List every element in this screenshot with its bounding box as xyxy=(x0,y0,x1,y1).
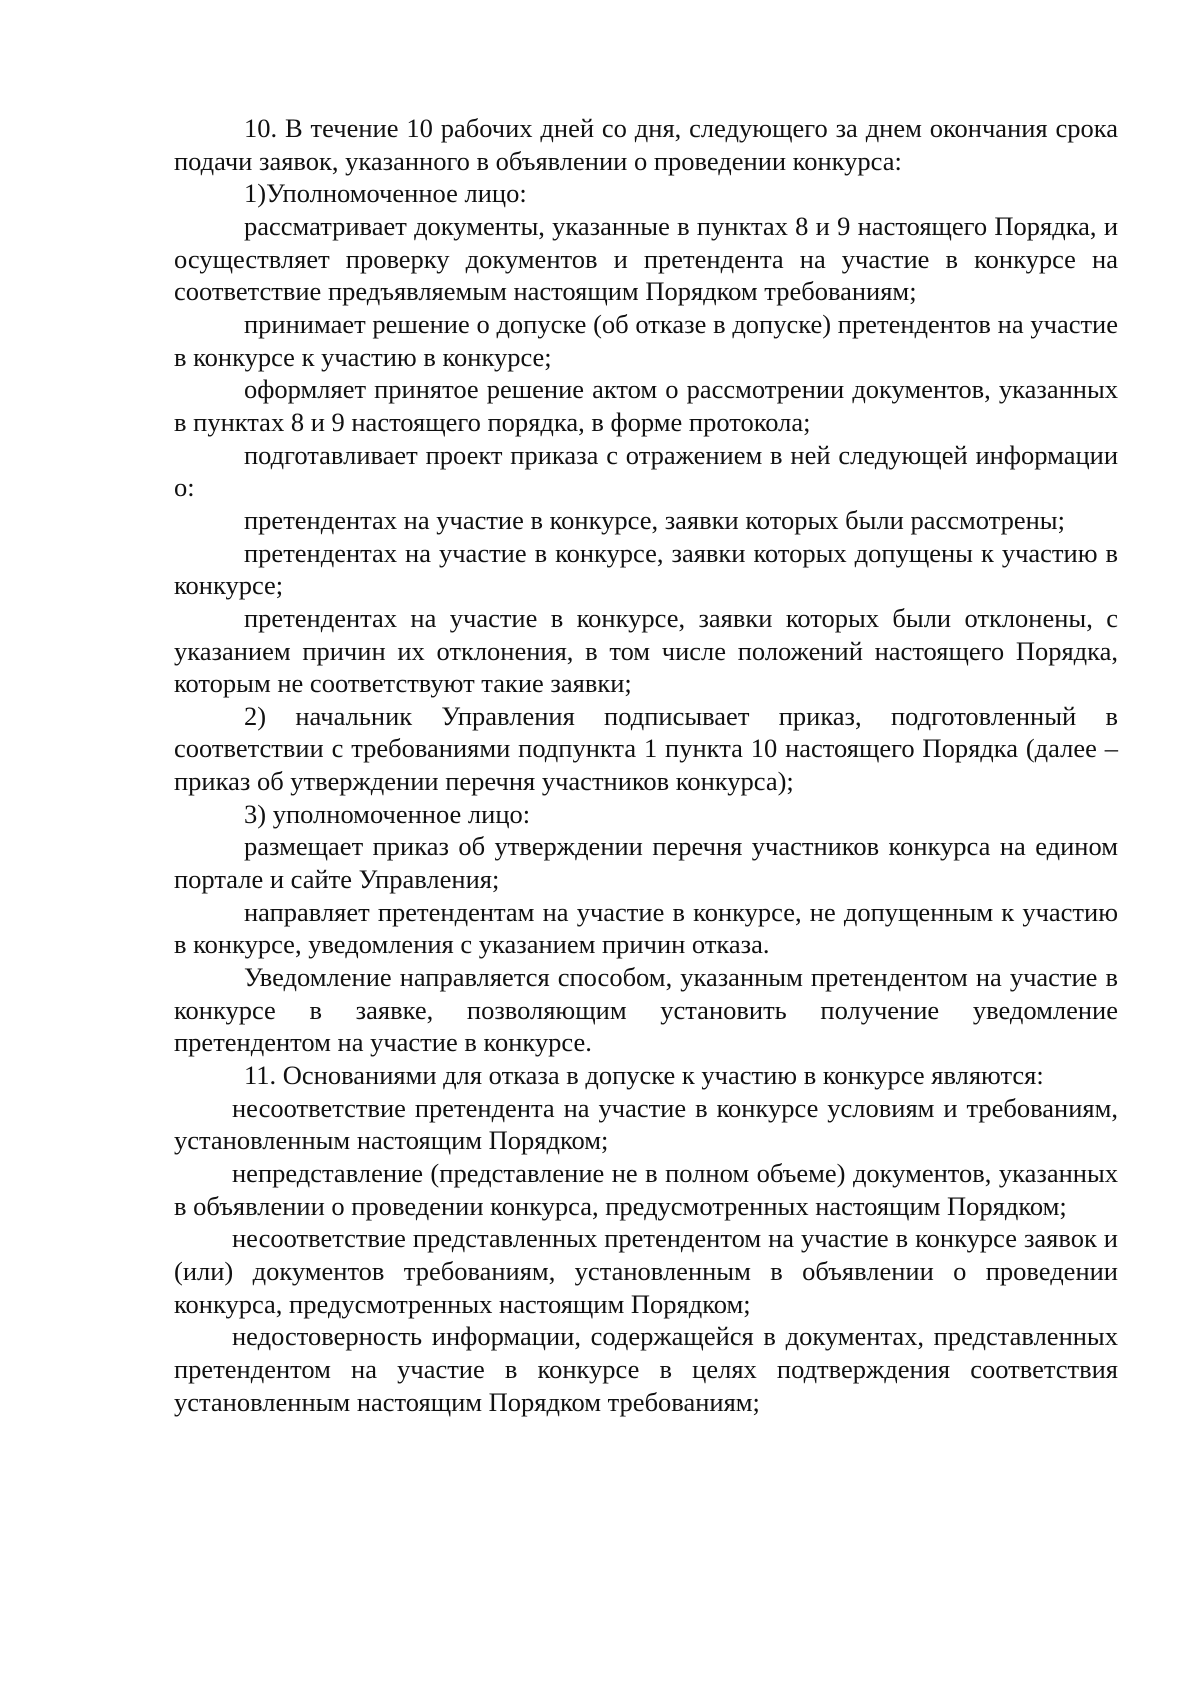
paragraph-considered-applicants: претендентах на участие в конкурсе, заявки которых были рассмотрены; xyxy=(244,504,1065,535)
ground-nonconforming-applications: несоответствие представленных претендентом на участие в конкурсе заявок и (или) документов требованиям, установленным в объявлении о проведении конкурса, предусмотренных настоящим Порядком; xyxy=(174,1223,1118,1319)
paragraph-10: 10. В течение 10 рабочих дней со дня, следующего за днем окончания срока подачи заявок, указанного в объявлении о проведении конкурса: xyxy=(174,113,1118,176)
paragraph-admitted-applicants: претендентах на участие в конкурсе, заявки которых допущены к участию в конкурсе; xyxy=(174,537,1118,601)
paragraph-publish-order: размещает приказ об утверждении перечня участников конкурса на едином портале и сайте Управления; xyxy=(174,831,1118,895)
paragraph-admission-decision: принимает решение о допуске (об отказе в допуске) претендентов на участие в конкурсе к участию в конкурсе; xyxy=(174,308,1118,372)
ground-incomplete-documents: непредставление (представление не в полном объеме) документов, указанных в объявлении о проведении конкурса, предусмотренных настоящим Порядком; xyxy=(174,1158,1118,1221)
paragraph-11: 11. Основаниями для отказа в допуске к участию в конкурсе являются: xyxy=(244,1060,1044,1091)
paragraph-send-notices: направляет претендентам на участие в конкурсе, не допущенным к участию в конкурсе, уведомления с указанием причин отказа. xyxy=(174,896,1118,960)
subitem-1-heading: 1)Уполномоченное лицо: xyxy=(244,178,527,209)
ground-inaccurate-information: недостоверность информации, содержащейся в документах, представленных претендентом на участие в конкурсе в целях подтверждения соответствия установленным настоящим Порядком требованиям; xyxy=(174,1321,1118,1417)
paragraph-notice-method: Уведомление направляется способом, указанным претендентом на участие в конкурсе в заявке, позволяющим установить получение уведомление претендентом на участие в конкурсе. xyxy=(174,962,1118,1058)
paragraph-draft-order: подготавливает проект приказа с отражением в ней следующей информации о: xyxy=(174,439,1118,503)
paragraph-review-documents: рассматривает документы, указанные в пунктах 8 и 9 настоящего Порядка, и осуществляет проверку документов и претендента на участие в конкурсе на соответствие предъявляемым настоящим Порядком требованиям; xyxy=(174,210,1118,307)
paragraph-protocol: оформляет принятое решение актом о рассмотрении документов, указанных в пунктах 8 и 9 настоящего порядка, в форме протокола; xyxy=(174,374,1118,437)
subitem-2: 2) начальник Управления подписывает приказ, подготовленный в соответствии с требованиями подпункта 1 пункта 10 настоящего Порядка (далее – приказ об утверждении перечня участников конкурса); xyxy=(174,700,1118,797)
document-page xyxy=(174,112,1118,1418)
subitem-3-heading: 3) уполномоченное лицо: xyxy=(244,798,531,829)
ground-noncompliance: несоответствие претендента на участие в конкурсе условиям и требованиям, установленным настоящим Порядком; xyxy=(174,1092,1118,1156)
paragraph-rejected-applicants: претендентах на участие в конкурсе, заявки которых были отклонены, с указанием причин их отклонения, в том числе положений настоящего Порядка, которым не соответствуют такие заявки; xyxy=(174,602,1118,699)
